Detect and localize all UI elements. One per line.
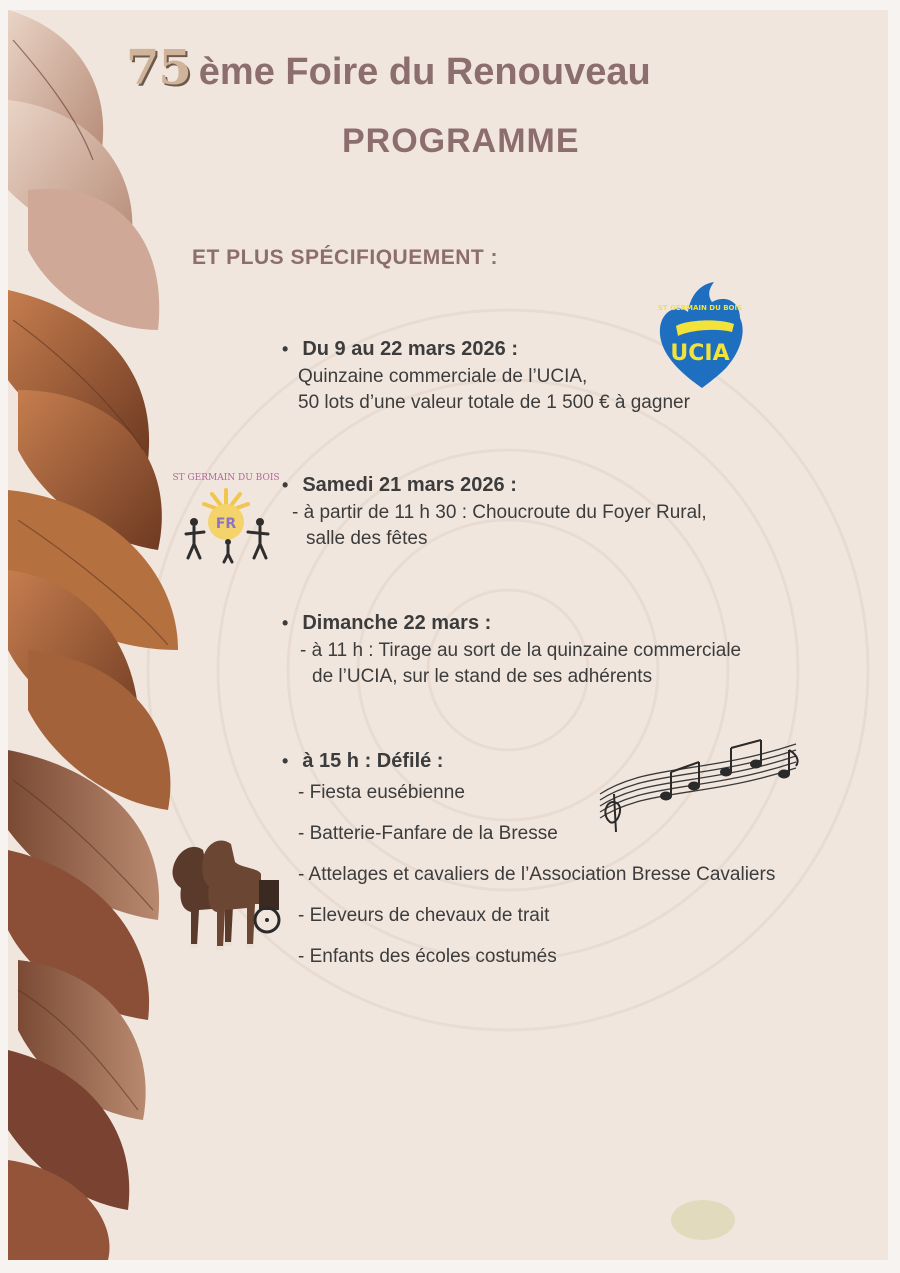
- fr-arc-text: ST GERMAIN DU BOIS: [172, 473, 280, 483]
- parade-item-3: - Attelages et cavaliers de l’Association Bresse Cavaliers: [298, 864, 776, 885]
- event-1-title: • Du 9 au 22 mars 2026 :: [282, 338, 518, 360]
- event-2-title: • Samedi 21 mars 2026 :: [282, 474, 517, 496]
- leaves-decoration: [8, 10, 198, 1260]
- event-3-title: • Dimanche 22 mars :: [282, 612, 492, 634]
- page-title: [126, 40, 651, 96]
- event-4-title: • à 15 h : Défilé :: [282, 750, 444, 772]
- ucia-rooster-logo: [656, 280, 748, 390]
- parade-item-1: - Fiesta eusébienne: [298, 782, 465, 803]
- event-3-line-1: - à 11 h : Tirage au sort de la quinzaine commerciale: [300, 640, 742, 661]
- event-3-line-2: de l’UCIA, sur le stand de ses adhérents: [312, 666, 653, 687]
- title-text: ème Foire du Renouveau: [198, 51, 651, 93]
- event-1-line-1: Quinzaine commerciale de l’UCIA,: [298, 366, 588, 387]
- parade-item-2: - Batterie-Fanfare de la Bresse: [298, 823, 558, 844]
- music-notes-icon: [596, 734, 806, 834]
- horses-carriage-image: [163, 828, 283, 958]
- ucia-label: UCIA: [670, 341, 730, 366]
- event-2-line-1: - à partir de 11 h 30 : Choucroute du Foyer Rural,: [292, 502, 707, 523]
- title-number: 75: [126, 40, 191, 96]
- event-1-line-2: 50 lots d’une valeur totale de 1 500 € à gagner: [298, 392, 690, 413]
- programme-heading: PROGRAMME: [342, 122, 580, 160]
- bullet-icon: •: [282, 475, 289, 495]
- subheading: ET PLUS SPÉCIFIQUEMENT :: [192, 246, 499, 269]
- bullet-icon: •: [282, 339, 289, 359]
- bullet-icon: •: [282, 613, 289, 633]
- fr-label: FR: [215, 516, 237, 532]
- stain-mark: [668, 1195, 738, 1245]
- flyer-page: [8, 10, 888, 1260]
- parade-item-4: - Eleveurs de chevaux de trait: [298, 905, 550, 926]
- foyer-rural-logo: [168, 466, 288, 566]
- event-2-line-2: salle des fêtes: [306, 528, 428, 549]
- parade-item-5: - Enfants des écoles costumés: [298, 946, 557, 967]
- bullet-icon: •: [282, 751, 289, 771]
- ucia-arc-text: ST GERMAIN DU BOIS: [657, 304, 743, 312]
